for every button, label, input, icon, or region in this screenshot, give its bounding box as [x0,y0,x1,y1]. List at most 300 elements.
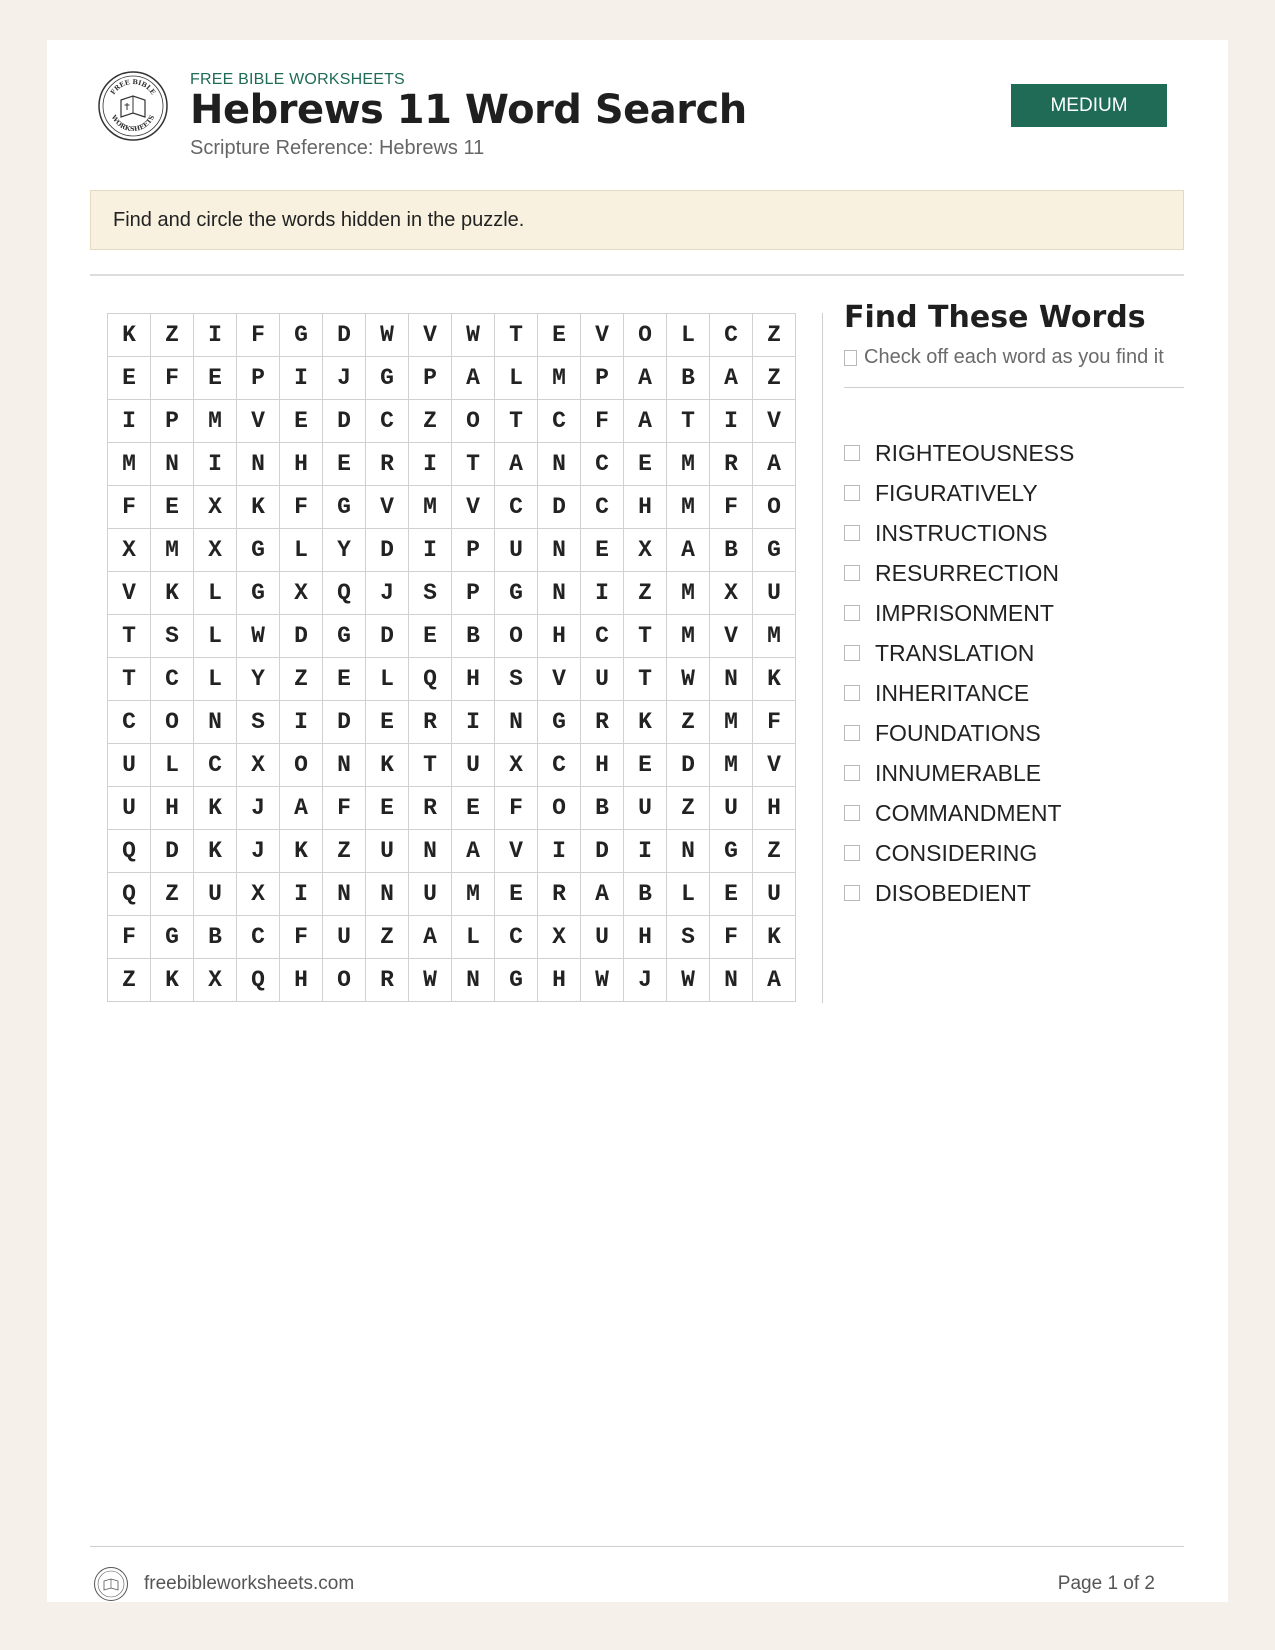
word-list-item[interactable] [844,633,1074,673]
grid-cell[interactable]: G [753,529,796,572]
grid-cell[interactable]: X [624,529,667,572]
word-checkbox[interactable] [844,565,860,581]
grid-cell[interactable]: L [452,916,495,959]
grid-cell[interactable]: O [753,486,796,529]
grid-cell[interactable]: Q [237,959,280,1002]
grid-cell[interactable]: Q [323,572,366,615]
grid-cell[interactable]: V [237,400,280,443]
grid-cell[interactable]: L [151,744,194,787]
grid-cell[interactable]: G [323,615,366,658]
grid-cell[interactable]: N [323,873,366,916]
grid-cell[interactable]: F [323,787,366,830]
grid-cell[interactable]: X [538,916,581,959]
grid-cell[interactable]: X [194,486,237,529]
grid-cell[interactable]: H [452,658,495,701]
word-checkbox[interactable] [844,525,860,541]
grid-cell[interactable]: N [151,443,194,486]
word-list-item[interactable] [844,673,1074,713]
grid-cell[interactable]: O [538,787,581,830]
word-checkbox[interactable] [844,605,860,621]
grid-cell[interactable]: G [237,572,280,615]
grid-cell[interactable]: U [753,572,796,615]
grid-cell[interactable]: Y [237,658,280,701]
grid-cell[interactable]: I [581,572,624,615]
grid-cell[interactable]: G [280,314,323,357]
grid-cell[interactable]: K [194,787,237,830]
grid-cell[interactable]: V [753,400,796,443]
grid-cell[interactable]: P [151,400,194,443]
word-checkbox[interactable] [844,845,860,861]
grid-cell[interactable]: A [624,400,667,443]
grid-cell[interactable]: N [538,443,581,486]
grid-cell[interactable]: Q [108,830,151,873]
grid-cell[interactable]: U [753,873,796,916]
word-search-grid [107,313,796,1002]
word-list-item[interactable] [844,833,1074,873]
grid-cell[interactable]: F [108,916,151,959]
grid-cell[interactable]: Z [753,357,796,400]
grid-cell[interactable]: P [581,357,624,400]
grid-cell[interactable]: X [710,572,753,615]
grid-cell[interactable]: R [538,873,581,916]
grid-cell[interactable]: A [452,357,495,400]
grid-cell[interactable]: U [624,787,667,830]
grid-cell[interactable]: U [409,873,452,916]
grid-cell[interactable]: I [624,830,667,873]
grid-cell[interactable]: M [538,357,581,400]
grid-cell[interactable]: F [151,357,194,400]
word-list [844,433,1074,913]
grid-cell[interactable]: W [237,615,280,658]
grid-cell[interactable]: Z [108,959,151,1002]
grid-cell[interactable]: F [108,486,151,529]
grid-cell[interactable]: Z [624,572,667,615]
grid-cell[interactable]: R [409,787,452,830]
grid-cell[interactable]: K [280,830,323,873]
grid-cell[interactable]: D [323,400,366,443]
grid-cell[interactable]: I [280,873,323,916]
grid-cell[interactable]: T [108,615,151,658]
grid-cell[interactable]: X [280,572,323,615]
grid-cell[interactable]: V [710,615,753,658]
scripture-reference: Scripture Reference: Hebrews 11 [190,137,485,159]
grid-row [108,873,796,916]
grid-cell[interactable]: L [194,658,237,701]
grid-cell[interactable]: M [151,529,194,572]
grid-cell[interactable]: I [409,443,452,486]
word-list-divider [844,387,1184,388]
grid-cell[interactable]: A [581,873,624,916]
grid-cell[interactable]: T [624,658,667,701]
grid-cell[interactable]: W [581,959,624,1002]
grid-cell[interactable]: A [710,357,753,400]
grid-cell[interactable]: U [452,744,495,787]
footer-logo-icon [93,1566,129,1602]
grid-cell[interactable]: K [366,744,409,787]
grid-cell[interactable]: I [108,400,151,443]
grid-cell[interactable]: W [667,959,710,1002]
grid-cell[interactable]: U [108,787,151,830]
grid-cell[interactable]: C [538,744,581,787]
grid-cell[interactable]: K [753,916,796,959]
grid-cell[interactable]: V [581,314,624,357]
grid-cell[interactable]: X [108,529,151,572]
grid-cell[interactable]: C [108,701,151,744]
grid-cell[interactable]: X [194,959,237,1002]
grid-row [108,830,796,873]
grid-cell[interactable]: B [194,916,237,959]
grid-cell[interactable]: H [538,959,581,1002]
grid-cell[interactable]: O [452,400,495,443]
grid-cell[interactable]: K [108,314,151,357]
grid-cell[interactable]: J [237,787,280,830]
word-checkbox[interactable] [844,805,860,821]
grid-cell[interactable]: M [753,615,796,658]
grid-cell[interactable]: H [624,916,667,959]
word-checkbox[interactable] [844,765,860,781]
grid-cell[interactable]: G [495,959,538,1002]
page-number: Page 1 of 2 [1057,1573,1155,1594]
grid-cell[interactable]: E [452,787,495,830]
grid-cell[interactable]: G [237,529,280,572]
grid-cell[interactable]: E [495,873,538,916]
grid-cell[interactable]: N [495,701,538,744]
grid-cell[interactable]: L [667,873,710,916]
grid-cell[interactable]: H [538,615,581,658]
grid-row [108,787,796,830]
grid-cell[interactable]: D [538,486,581,529]
grid-cell[interactable]: B [710,529,753,572]
grid-cell[interactable]: M [710,701,753,744]
grid-cell[interactable]: I [538,830,581,873]
grid-cell[interactable]: V [108,572,151,615]
grid-cell[interactable]: U [581,916,624,959]
grid-cell[interactable]: J [624,959,667,1002]
grid-cell[interactable]: D [366,529,409,572]
grid-cell[interactable]: D [280,615,323,658]
grid-cell[interactable]: I [710,400,753,443]
grid-cell[interactable]: L [194,615,237,658]
grid-cell[interactable]: T [495,400,538,443]
grid-cell[interactable]: H [280,959,323,1002]
grid-cell[interactable]: I [409,529,452,572]
grid-cell[interactable]: G [151,916,194,959]
grid-cell[interactable]: H [753,787,796,830]
footer-site-link[interactable]: freebibleworksheets.com [144,1573,355,1594]
grid-cell[interactable]: I [452,701,495,744]
word-list-item[interactable] [844,553,1074,593]
word-checkbox[interactable] [844,885,860,901]
word-list-item[interactable] [844,473,1074,513]
instructions-box [90,190,1184,250]
grid-cell[interactable]: D [323,701,366,744]
grid-row [108,744,796,787]
grid-cell[interactable]: F [495,787,538,830]
grid-cell[interactable]: S [409,572,452,615]
grid-cell[interactable]: Q [409,658,452,701]
grid-cell[interactable]: N [710,658,753,701]
grid-cell[interactable]: A [753,443,796,486]
grid-cell[interactable]: X [194,529,237,572]
grid-cell[interactable]: B [624,873,667,916]
grid-cell[interactable]: S [667,916,710,959]
grid-cell[interactable]: Q [108,873,151,916]
grid-row [108,615,796,658]
grid-cell[interactable]: W [452,314,495,357]
grid-cell[interactable]: F [581,400,624,443]
grid-cell[interactable]: L [366,658,409,701]
grid-cell[interactable]: Z [667,787,710,830]
grid-cell[interactable]: G [323,486,366,529]
grid-cell[interactable]: E [366,701,409,744]
grid-cell[interactable]: A [624,357,667,400]
grid-cell[interactable]: U [710,787,753,830]
grid-cell[interactable]: N [710,959,753,1002]
grid-cell[interactable]: E [108,357,151,400]
grid-cell[interactable]: Z [366,916,409,959]
grid-cell[interactable]: H [624,486,667,529]
grid-cell[interactable]: O [495,615,538,658]
grid-cell[interactable]: E [280,400,323,443]
grid-cell[interactable]: N [366,873,409,916]
grid-cell[interactable]: W [409,959,452,1002]
grid-cell[interactable]: M [667,443,710,486]
grid-cell[interactable]: G [710,830,753,873]
grid-cell[interactable]: M [667,615,710,658]
grid-cell[interactable]: D [366,615,409,658]
grid-cell[interactable]: Z [753,314,796,357]
grid-cell[interactable]: B [452,615,495,658]
grid-cell[interactable]: T [452,443,495,486]
grid-cell[interactable]: K [151,572,194,615]
word-list-item[interactable] [844,713,1074,753]
grid-cell[interactable]: P [237,357,280,400]
grid-cell[interactable]: I [194,443,237,486]
grid-cell[interactable]: J [323,357,366,400]
grid-cell[interactable]: T [409,744,452,787]
grid-cell[interactable]: F [710,916,753,959]
grid-cell[interactable]: C [710,314,753,357]
grid-cell[interactable]: A [667,529,710,572]
grid-cell[interactable]: C [581,443,624,486]
grid-cell[interactable]: E [624,443,667,486]
grid-cell[interactable]: U [495,529,538,572]
grid-cell[interactable]: A [409,916,452,959]
grid-cell[interactable]: B [581,787,624,830]
grid-cell[interactable]: L [280,529,323,572]
grid-cell[interactable]: Z [409,400,452,443]
grid-cell[interactable]: R [366,443,409,486]
word-list-item[interactable] [844,793,1074,833]
grid-cell[interactable]: R [366,959,409,1002]
grid-cell[interactable]: U [108,744,151,787]
grid-cell[interactable]: B [667,357,710,400]
grid-cell[interactable]: C [581,486,624,529]
word-checkbox[interactable] [844,445,860,461]
grid-cell[interactable]: Y [323,529,366,572]
grid-cell[interactable]: C [237,916,280,959]
grid-cell[interactable]: I [280,357,323,400]
word-list-item[interactable] [844,433,1074,473]
grid-cell[interactable]: G [366,357,409,400]
grid-cell[interactable]: C [366,400,409,443]
word-checkbox[interactable] [844,645,860,661]
grid-cell[interactable]: E [581,529,624,572]
grid-cell[interactable]: O [151,701,194,744]
grid-cell[interactable]: I [280,701,323,744]
word-list-item[interactable] [844,753,1074,793]
grid-cell[interactable]: N [667,830,710,873]
grid-cell[interactable]: E [151,486,194,529]
grid-cell[interactable]: C [538,400,581,443]
grid-cell[interactable]: E [323,658,366,701]
grid-cell[interactable]: V [366,486,409,529]
grid-cell[interactable]: R [710,443,753,486]
grid-cell[interactable]: R [581,701,624,744]
grid-cell[interactable]: N [194,701,237,744]
grid-cell[interactable]: E [409,615,452,658]
grid-cell[interactable]: A [280,787,323,830]
grid-cell[interactable]: E [710,873,753,916]
grid-cell[interactable]: D [151,830,194,873]
grid-cell[interactable]: L [194,572,237,615]
grid-cell[interactable]: D [667,744,710,787]
word-list-item[interactable] [844,593,1074,633]
grid-cell[interactable]: U [194,873,237,916]
grid-cell[interactable]: O [624,314,667,357]
grid-cell[interactable]: A [495,443,538,486]
grid-cell[interactable]: M [667,572,710,615]
grid-cell[interactable]: O [280,744,323,787]
grid-cell[interactable]: C [151,658,194,701]
grid-cell[interactable]: L [495,357,538,400]
grid-cell[interactable]: T [667,400,710,443]
grid-row [108,314,796,357]
word-checkbox[interactable] [844,725,860,741]
grid-cell[interactable]: Z [667,701,710,744]
grid-cell[interactable]: G [495,572,538,615]
word-checkbox[interactable] [844,485,860,501]
grid-cell[interactable]: H [280,443,323,486]
grid-cell[interactable]: W [366,314,409,357]
grid-cell[interactable]: C [581,615,624,658]
grid-cell[interactable]: M [710,744,753,787]
word-list-item[interactable] [844,873,1074,913]
grid-cell[interactable]: D [581,830,624,873]
grid-cell[interactable]: P [452,572,495,615]
grid-cell[interactable]: N [452,959,495,1002]
grid-cell[interactable]: T [624,615,667,658]
grid-cell[interactable]: F [280,916,323,959]
grid-cell[interactable]: J [237,830,280,873]
grid-cell[interactable]: T [495,314,538,357]
grid-cell[interactable]: C [194,744,237,787]
grid-cell[interactable]: F [280,486,323,529]
grid-cell[interactable]: U [323,916,366,959]
grid-cell[interactable]: V [538,658,581,701]
grid-cell[interactable]: F [753,701,796,744]
grid-cell[interactable]: M [194,400,237,443]
grid-cell[interactable]: E [323,443,366,486]
grid-cell[interactable]: N [538,572,581,615]
grid-cell[interactable]: E [366,787,409,830]
grid-cell[interactable]: E [194,357,237,400]
grid-cell[interactable]: U [581,658,624,701]
grid-cell[interactable]: W [667,658,710,701]
grid-cell[interactable]: X [237,873,280,916]
grid-cell[interactable]: G [538,701,581,744]
grid-cell[interactable]: H [151,787,194,830]
grid-cell[interactable]: Z [753,830,796,873]
grid-cell[interactable]: K [753,658,796,701]
grid-cell[interactable]: P [409,357,452,400]
grid-cell[interactable]: L [667,314,710,357]
grid-cell[interactable]: M [452,873,495,916]
grid-cell[interactable]: K [151,959,194,1002]
grid-cell[interactable]: C [495,486,538,529]
grid-cell[interactable]: K [194,830,237,873]
grid-cell[interactable]: V [753,744,796,787]
grid-cell[interactable]: S [237,701,280,744]
grid-cell[interactable]: M [108,443,151,486]
grid-cell[interactable]: N [538,529,581,572]
grid-row [108,916,796,959]
grid-cell[interactable]: P [452,529,495,572]
grid-cell[interactable]: T [108,658,151,701]
grid-cell[interactable]: X [237,744,280,787]
grid-cell[interactable]: S [495,658,538,701]
grid-cell[interactable]: D [323,314,366,357]
grid-cell[interactable]: M [409,486,452,529]
grid-cell[interactable]: A [452,830,495,873]
grid-cell[interactable]: S [151,615,194,658]
word-checkbox[interactable] [844,685,860,701]
grid-cell[interactable]: K [624,701,667,744]
grid-cell[interactable]: J [366,572,409,615]
grid-cell[interactable]: F [710,486,753,529]
word-label: INNUMERABLE [875,759,1042,786]
column-divider [822,313,823,1003]
grid-cell[interactable]: E [624,744,667,787]
grid-cell[interactable]: O [323,959,366,1002]
grid-cell[interactable]: C [495,916,538,959]
grid-cell[interactable]: E [538,314,581,357]
grid-row [108,400,796,443]
grid-cell[interactable]: V [495,830,538,873]
grid-cell[interactable]: Z [280,658,323,701]
svg-text:WORKSHEETS [109,113,156,133]
grid-cell[interactable]: U [366,830,409,873]
word-list-item[interactable] [844,513,1074,553]
grid-cell[interactable]: N [323,744,366,787]
grid-cell[interactable]: V [409,314,452,357]
grid-row [108,529,796,572]
grid-cell[interactable]: R [409,701,452,744]
grid-cell[interactable]: Z [151,314,194,357]
grid-cell[interactable]: Z [151,873,194,916]
grid-cell[interactable]: M [667,486,710,529]
grid-cell[interactable]: V [452,486,495,529]
grid-cell[interactable]: X [495,744,538,787]
grid-cell[interactable]: N [237,443,280,486]
grid-cell[interactable]: Z [323,830,366,873]
grid-cell[interactable]: N [409,830,452,873]
grid-cell[interactable]: H [581,744,624,787]
grid-cell[interactable]: I [194,314,237,357]
grid-cell[interactable]: F [237,314,280,357]
grid-cell[interactable]: K [237,486,280,529]
grid-cell[interactable]: A [753,959,796,1002]
